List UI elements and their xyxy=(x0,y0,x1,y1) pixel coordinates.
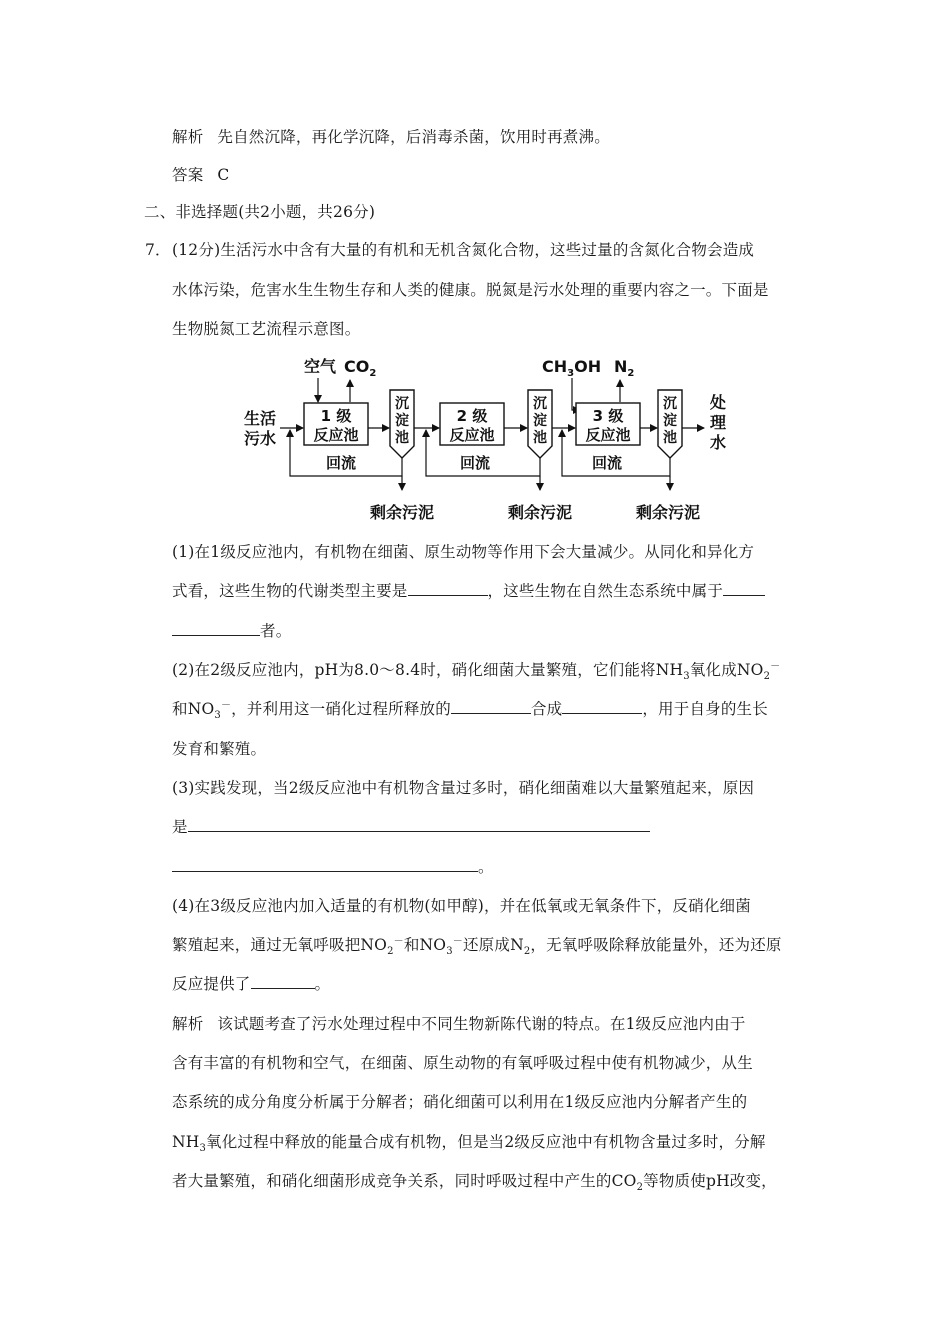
answer-blank xyxy=(188,816,650,832)
sub-question-2-line: 发育和繁殖。 xyxy=(172,740,267,758)
output-label: 水 xyxy=(710,433,727,452)
answer-blank xyxy=(451,698,531,714)
question-stem-line: (12分)生活污水中含有大量的有机和无机含氮化合物，这些过量的含氮化合物会造成 xyxy=(172,241,755,259)
sub-question-1: (1)在1级反应池内，有机物在细菌、原生动物等作用下会大量减少。从同化和异化方 xyxy=(172,543,755,561)
settler-3-label: 池 xyxy=(663,430,677,446)
sub-question-3-line: 是 xyxy=(172,816,650,838)
return-label: 回流 xyxy=(460,454,491,472)
prev-answer-line xyxy=(172,164,229,186)
return-label: 回流 xyxy=(592,454,623,472)
sludge-label: 剩余污泥 xyxy=(636,503,701,522)
flow-diagram xyxy=(230,350,740,530)
analysis-line: 态系统的成分角度分析属于分解者；硝化细菌可以利用在1级反应池内分解者产生的 xyxy=(172,1093,748,1111)
answer-label: 答案 xyxy=(172,166,204,184)
inlet-n2-label: $N_2$ xyxy=(614,357,635,379)
analysis-label: 解析 xyxy=(172,128,204,146)
analysis-line: 者大量繁殖，和硝化细菌形成竞争关系，同时呼吸过程中产生的$CO_2$等物质使pH改变， xyxy=(172,1172,777,1194)
question-number: 7． xyxy=(145,241,171,259)
answer-blank xyxy=(562,698,642,714)
reactor-3-label: 反应池 xyxy=(585,426,631,444)
sludge-label: 剩余污泥 xyxy=(370,503,435,522)
settler-2-label: 池 xyxy=(533,430,547,446)
analysis-text: 先自然沉降，再化学沉降，后消毒杀菌，饮用时再煮沸。 xyxy=(217,128,610,146)
settler-1-label: 池 xyxy=(395,430,409,446)
input-label-line2: 污水 xyxy=(244,429,277,448)
sub-question-4: (4)在3级反应池内加入适量的有机物(如甲醇)，并在低氧或无氧条件下，反硝化细菌 xyxy=(172,897,751,915)
inlet-methanol-label: $CH_3OH$ xyxy=(542,357,602,379)
return-label: 回流 xyxy=(326,454,357,472)
answer-blank xyxy=(408,580,488,596)
answer-value: C xyxy=(217,166,230,184)
sludge-label: 剩余污泥 xyxy=(508,503,573,522)
input-label-line1: 生活 xyxy=(244,409,277,428)
sub-question-3-line: 。 xyxy=(172,856,494,878)
analysis-paragraph: 解析 该试题考查了污水处理过程中不同生物新陈代谢的特点。在1级反应池内由于 xyxy=(172,1015,746,1033)
analysis-label: 解析 xyxy=(172,1015,204,1033)
sub-question-1-line: 式看，这些生物的代谢类型主要是 ，这些生物在自然生态系统中属于 xyxy=(172,580,765,602)
analysis-line: 含有丰富的有机物和空气，在细菌、原生动物的有氧呼吸过程中使有机物减少，从生 xyxy=(172,1054,753,1072)
question-stem-line: 水体污染，危害水生生物生存和人类的健康。脱氮是污水处理的重要内容之一。下面是 xyxy=(172,281,769,299)
sub-question-4-line: 繁殖起来，通过无氧呼吸把$NO_2^-$和$NO_3^-$还原成$N_2$，无氧呼吸除释放能量外，还为还原 xyxy=(172,935,782,958)
output-label: 理 xyxy=(710,413,727,432)
settler-2-label: 沉 xyxy=(533,396,547,412)
settler-1-label: 沉 xyxy=(395,396,409,412)
sub-question-3: (3)实践发现，当2级反应池中有机物含量过多时，硝化细菌难以大量繁殖起来，原因 xyxy=(172,779,755,797)
settler-3-label: 淀 xyxy=(663,413,677,429)
reactor-1-label: 1 级 xyxy=(320,407,352,425)
inlet-co2-label: $CO_2$ xyxy=(344,357,377,379)
reactor-2-label: 2 级 xyxy=(456,407,488,425)
answer-blank xyxy=(172,856,478,872)
reactor-3-label: 3 级 xyxy=(592,407,624,425)
settler-2-label: 淀 xyxy=(533,413,547,429)
reactor-2-label: 反应池 xyxy=(449,426,495,444)
analysis-line: $NH_3$氧化过程中释放的能量合成有机物，但是当2级反应池中有机物含量过多时，分解 xyxy=(172,1133,766,1155)
answer-blank xyxy=(251,973,315,989)
prev-analysis-line xyxy=(172,126,610,148)
output-label: 处 xyxy=(710,393,727,412)
section-heading: 二、非选择题(共2小题，共26分) xyxy=(144,203,376,221)
question-stem-line: 生物脱氮工艺流程示意图。 xyxy=(172,320,361,338)
settler-1-label: 淀 xyxy=(395,413,409,429)
sub-question-1-line: 者。 xyxy=(172,620,291,642)
answer-blank xyxy=(172,620,260,636)
sub-question-2: (2)在2级反应池内，pH为8.0～8.4时，硝化细菌大量繁殖，它们能将$NH_3$氧化成$NO_2^-$ xyxy=(172,660,781,683)
settler-3-label: 沉 xyxy=(663,396,677,412)
inlet-air-label: 空气 xyxy=(304,357,337,376)
sub-question-2-line: 和$NO_3^-$，并利用这一硝化过程所释放的 合成 ，用于自身的生长 xyxy=(172,699,768,722)
reactor-1-label: 反应池 xyxy=(313,426,359,444)
answer-blank xyxy=(723,580,765,596)
sub-question-4-line: 反应提供了 。 xyxy=(172,975,331,993)
